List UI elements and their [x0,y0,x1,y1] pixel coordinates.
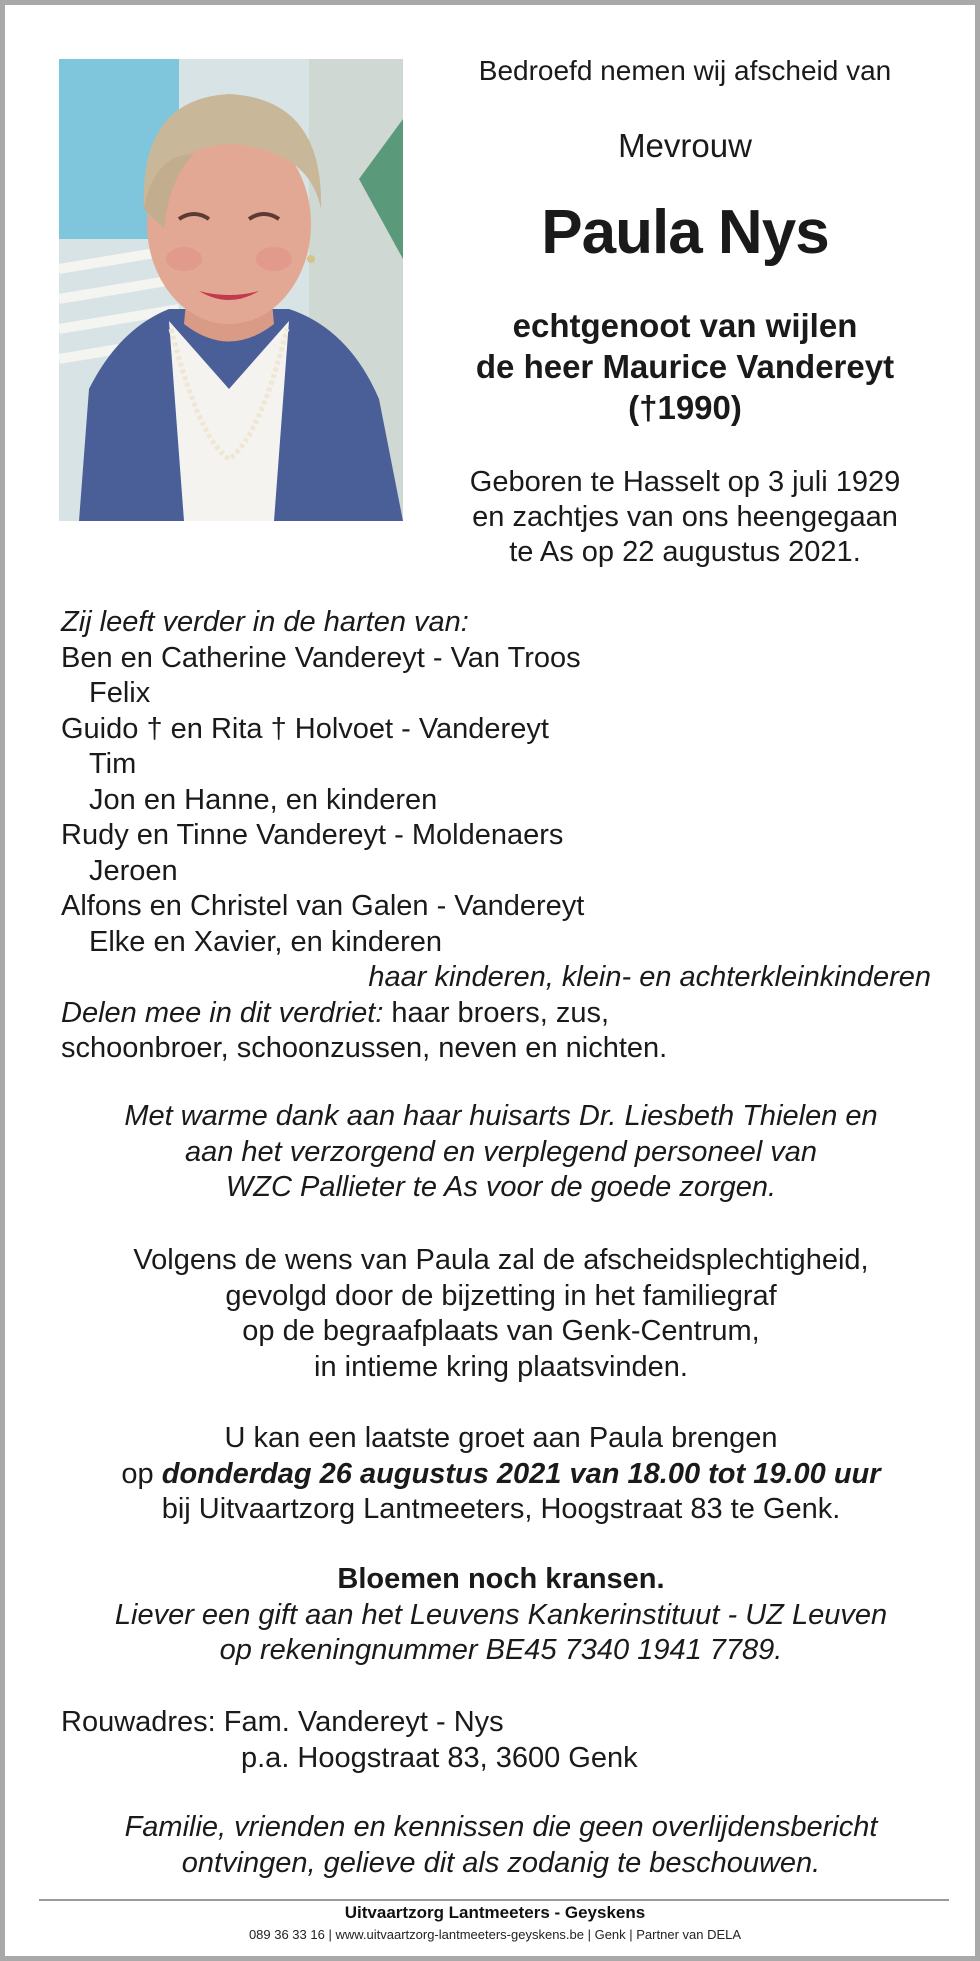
portrait-photo [59,59,403,521]
descendants-line: haar kinderen, klein- en achterkleinkinderen [368,961,931,993]
spouse-line: echtgenoot van wijlen [512,307,858,344]
share-rest: haar broers, zus, [383,996,610,1029]
share-line [61,996,941,1032]
spouse-line: de heer Maurice Vandereyt [475,348,895,385]
thanks-line: aan het verzorgend en verplegend personeel van [184,1135,817,1168]
funeral-home-contact: 089 36 33 16 | www.uitvaartzorg-lantmeeters-geyskens.be | Genk | Partner van DELA [248,1927,742,1942]
thanks-line: Met warme dank aan haar huisarts Dr. Liesbeth Thielen en [124,1100,878,1132]
deceased-name: Paula Nys [541,198,829,267]
thanks-block [61,1099,941,1206]
birth-line: Geboren te Hasselt op 3 juli 1929 [469,466,901,498]
ceremony-line: Volgens de wens van Paula zal de afscheidsplechtigheid, [133,1244,869,1276]
mourning-address [61,1705,941,1776]
address-line: p.a. Hoogstraat 83, 3600 Genk [241,1741,638,1774]
title-prefix: Mevrouw [618,127,752,164]
flowers-heading: Bloemen noch kransen. [337,1563,665,1595]
family-list [61,605,941,1067]
notice-line: ontvingen, gelieve dit als zodanig te beschouwen. [181,1846,821,1879]
family-line: Elke en Xavier, en kinderen [89,925,443,958]
footer-divider [39,1899,949,1901]
birth-death-block [425,465,945,570]
family-line: Jon en Hanne, en kinderen [89,783,438,816]
notice-line: Familie, vrienden en kennissen die geen overlijdensbericht [124,1811,878,1843]
family-line: Alfons en Christel van Galen - Vandereyt [61,890,585,922]
family-intro: Zij leeft verder in de harten van: [61,606,469,638]
death-line: en zachtjes van ons heengegaan [472,501,898,533]
family-line: Guido † en Rita † Holvoet - Vandereyt [61,712,549,745]
family-line: Rudy en Tinne Vandereyt - Moldenaers [61,819,564,851]
notice-block [61,1810,941,1881]
spouse-line: (†1990) [628,389,742,426]
family-line: Tim [89,748,137,780]
intro-text: Bedroefd nemen wij afscheid van [478,55,892,86]
family-line: Jeroen [89,854,178,887]
spouse-block [425,305,945,428]
visitation-location: bij Uitvaartzorg Lantmeeters, Hoogstraat 83 te Genk. [161,1493,841,1525]
share-label: Delen mee in dit verdriet: [61,996,384,1029]
visitation-line: U kan een laatste groet aan Paula brengen [224,1422,778,1454]
ceremony-block [61,1243,941,1385]
family-line: Ben en Catherine Vandereyt - Van Troos [61,641,581,674]
family-line: Felix [89,677,151,709]
death-line: te As op 22 augustus 2021. [509,536,861,568]
donation-block [61,1562,941,1669]
donation-account: op rekeningnummer BE45 7340 1941 7789. [219,1634,783,1666]
portrait-illustration [59,59,403,521]
visitation-date: donderdag 26 augustus 2021 van 18.00 tot 19.00 uur [161,1457,881,1490]
ceremony-line: gevolgd door de bijzetting in het familiegraf [225,1279,777,1312]
funeral-home-name: Uitvaartzorg Lantmeeters - Geyskens [344,1903,646,1922]
address-line: Rouwadres: Fam. Vandereyt - Nys [61,1706,504,1738]
thanks-line: WZC Pallieter te As voor de goede zorgen. [225,1171,777,1203]
visitation-prefix: op [121,1457,162,1490]
ceremony-line: op de begraafplaats van Genk-Centrum, [242,1315,760,1347]
donation-line: Liever een gift aan het Leuvens Kankerinstituut - UZ Leuven [114,1598,888,1631]
ceremony-line: in intieme kring plaatsvinden. [314,1350,688,1383]
share-line-2: schoonbroer, schoonzussen, neven en nichten. [61,1032,668,1064]
visitation-date-line [61,1457,941,1493]
visitation-block [61,1421,941,1528]
